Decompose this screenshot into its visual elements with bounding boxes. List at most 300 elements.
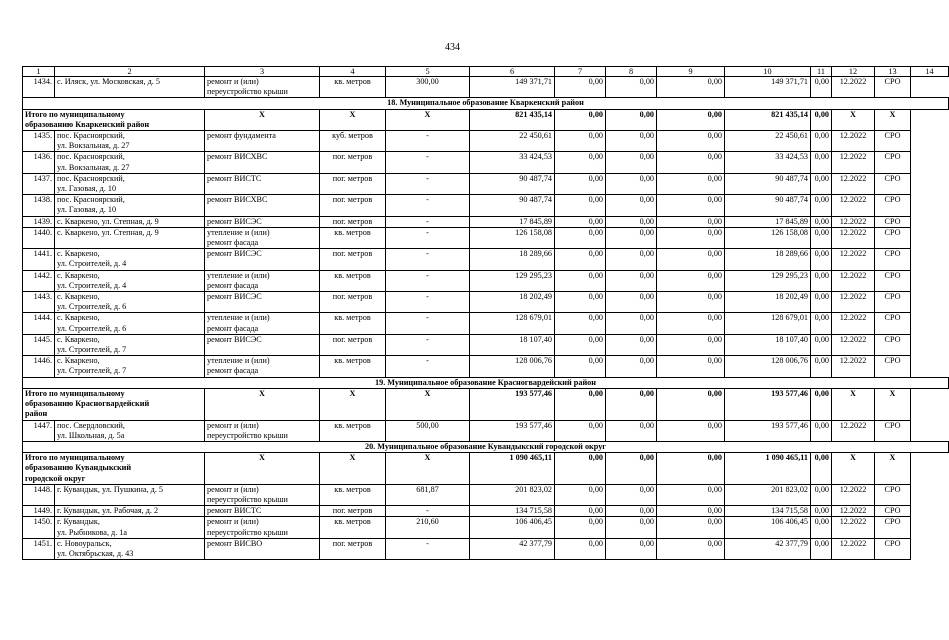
amount-cell: 17 845,89 bbox=[470, 216, 555, 227]
unit-cell: пог. метров bbox=[320, 334, 386, 355]
address-cell bbox=[55, 270, 205, 291]
table-row bbox=[23, 227, 949, 248]
address-cell-line: с. Кваркено, bbox=[57, 292, 100, 302]
amount-cell: 0,00 bbox=[811, 173, 832, 194]
work-type-cell-line: ремонт ВИСЭС bbox=[207, 334, 262, 344]
amount-cell: 0,00 bbox=[657, 453, 725, 485]
address-cell-line: ул. Строителей, д. 6 bbox=[57, 323, 127, 333]
row-number: 1447. bbox=[23, 420, 55, 441]
method-cell: X bbox=[875, 453, 911, 485]
address-cell bbox=[55, 173, 205, 194]
amount-cell: 0,00 bbox=[811, 216, 832, 227]
work-type-cell-line: утепление и (или) bbox=[207, 313, 270, 323]
amount-cell: 42 377,79 bbox=[470, 538, 555, 559]
amount-cell: 0,00 bbox=[811, 270, 832, 291]
amount-cell: 193 577,46 bbox=[725, 420, 811, 441]
method-cell: СРО bbox=[875, 131, 911, 152]
work-type-cell-line: переустройство крыши bbox=[207, 87, 288, 97]
method-cell: СРО bbox=[875, 292, 911, 313]
amount-cell: 0,00 bbox=[555, 270, 606, 291]
amount-cell: 193 577,46 bbox=[725, 388, 811, 420]
table-row bbox=[23, 292, 949, 313]
amount-cell: 201 823,02 bbox=[470, 484, 555, 505]
subtotal-row bbox=[23, 453, 949, 485]
unit-cell: пог. метров bbox=[320, 152, 386, 173]
amount-cell: 106 406,45 bbox=[470, 517, 555, 538]
address-cell-line: с. Кваркено, bbox=[57, 313, 100, 323]
method-cell: СРО bbox=[875, 517, 911, 538]
method-cell: СРО bbox=[875, 77, 911, 98]
amount-cell: 0,00 bbox=[555, 77, 606, 98]
subtotal-row bbox=[23, 388, 949, 420]
deadline-cell: 12.2022 bbox=[832, 484, 875, 505]
volume-cell: - bbox=[386, 356, 470, 377]
deadline-cell: X bbox=[832, 453, 875, 485]
amount-cell: 0,00 bbox=[555, 152, 606, 173]
table-row bbox=[23, 517, 949, 538]
work-type-cell-line: утепление и (или) bbox=[207, 356, 270, 366]
amount-cell: 33 424,53 bbox=[725, 152, 811, 173]
subtotal-label-line: образованию Кваркенский район bbox=[25, 119, 150, 129]
deadline-cell: 12.2022 bbox=[832, 420, 875, 441]
amount-cell: 0,00 bbox=[657, 292, 725, 313]
work-type-cell bbox=[205, 292, 320, 313]
address-cell-line: пос. Свердловский, bbox=[57, 420, 125, 430]
address-cell-line: с. Новоуральск, bbox=[57, 538, 112, 548]
row-number: 1437. bbox=[23, 173, 55, 194]
table-row bbox=[23, 249, 949, 270]
method-cell: СРО bbox=[875, 506, 911, 517]
work-type-cell-line: переустройство крыши bbox=[207, 527, 288, 537]
amount-cell: 0,00 bbox=[555, 292, 606, 313]
work-type-cell: X bbox=[205, 453, 320, 485]
section-header-row bbox=[23, 98, 949, 109]
deadline-cell: 12.2022 bbox=[832, 249, 875, 270]
address-cell-line: с. Иляск, ул. Московская, д. 5 bbox=[57, 77, 160, 86]
amount-cell: 128 679,01 bbox=[470, 313, 555, 334]
work-type-cell bbox=[205, 356, 320, 377]
deadline-cell: X bbox=[832, 109, 875, 130]
amount-cell: 128 006,76 bbox=[470, 356, 555, 377]
amount-cell: 0,00 bbox=[555, 195, 606, 216]
unit-cell: кв. метров bbox=[320, 77, 386, 98]
work-type-cell-line: ремонт фасада bbox=[207, 323, 259, 333]
amount-cell: 0,00 bbox=[657, 356, 725, 377]
method-cell: СРО bbox=[875, 173, 911, 194]
deadline-cell: 12.2022 bbox=[832, 173, 875, 194]
row-number: 1441. bbox=[23, 249, 55, 270]
amount-cell: 821 435,14 bbox=[725, 109, 811, 130]
amount-cell: 1 090 465,11 bbox=[725, 453, 811, 485]
amount-cell: 18 202,49 bbox=[725, 292, 811, 313]
table-row bbox=[23, 195, 949, 216]
address-cell bbox=[55, 292, 205, 313]
method-cell: СРО bbox=[875, 538, 911, 559]
table-row bbox=[23, 420, 949, 441]
amount-cell: 193 577,46 bbox=[470, 388, 555, 420]
amount-cell: 0,00 bbox=[555, 484, 606, 505]
amount-cell: 0,00 bbox=[657, 227, 725, 248]
subtotal-label-line: район bbox=[25, 409, 48, 419]
subtotal-label bbox=[23, 453, 205, 485]
unit-cell: пог. метров bbox=[320, 538, 386, 559]
table-row bbox=[23, 270, 949, 291]
work-type-cell-line: ремонт и (или) bbox=[207, 77, 259, 86]
row-number: 1449. bbox=[23, 506, 55, 517]
address-cell bbox=[55, 77, 205, 98]
volume-cell: X bbox=[386, 388, 470, 420]
section-title: 19. Муниципальное образование Красногвардейский район bbox=[23, 377, 949, 388]
amount-cell: 0,00 bbox=[811, 131, 832, 152]
unit-cell: кв. метров bbox=[320, 420, 386, 441]
work-type-cell-line: ремонт ВИСЭС bbox=[207, 216, 262, 226]
address-cell bbox=[55, 152, 205, 173]
table-row bbox=[23, 506, 949, 517]
section-header-row bbox=[23, 441, 949, 452]
table-row bbox=[23, 334, 949, 355]
amount-cell: 0,00 bbox=[811, 313, 832, 334]
address-cell-line: с. Кваркено, bbox=[57, 356, 100, 366]
column-number: 11 bbox=[811, 67, 832, 77]
address-cell-line: с. Кваркено, bbox=[57, 270, 100, 280]
amount-cell: 0,00 bbox=[555, 506, 606, 517]
amount-cell: 0,00 bbox=[555, 227, 606, 248]
table-row bbox=[23, 484, 949, 505]
deadline-cell: 12.2022 bbox=[832, 313, 875, 334]
section-title: 18. Муниципальное образование Кваркенский район bbox=[23, 98, 949, 109]
section-header-row bbox=[23, 377, 949, 388]
volume-cell: X bbox=[386, 109, 470, 130]
amount-cell: 0,00 bbox=[811, 152, 832, 173]
amount-cell: 18 202,49 bbox=[470, 292, 555, 313]
address-cell bbox=[55, 538, 205, 559]
amount-cell: 0,00 bbox=[555, 538, 606, 559]
amount-cell: 0,00 bbox=[657, 173, 725, 194]
volume-cell: - bbox=[386, 216, 470, 227]
row-number: 1446. bbox=[23, 356, 55, 377]
amount-cell: 149 371,71 bbox=[725, 77, 811, 98]
column-number: 1 bbox=[23, 67, 55, 77]
address-cell bbox=[55, 506, 205, 517]
amount-cell: 0,00 bbox=[606, 356, 657, 377]
volume-cell: - bbox=[386, 506, 470, 517]
amount-cell: 0,00 bbox=[606, 173, 657, 194]
amount-cell: 22 450,61 bbox=[725, 131, 811, 152]
amount-cell: 134 715,58 bbox=[470, 506, 555, 517]
table-row bbox=[23, 152, 949, 173]
amount-cell: 0,00 bbox=[811, 227, 832, 248]
volume-cell: - bbox=[386, 313, 470, 334]
work-type-cell-line: ремонт ВИСВО bbox=[207, 538, 263, 548]
address-cell bbox=[55, 216, 205, 227]
amount-cell: 0,00 bbox=[811, 334, 832, 355]
deadline-cell: 12.2022 bbox=[832, 356, 875, 377]
capital-repair-table bbox=[22, 66, 949, 560]
row-number: 1438. bbox=[23, 195, 55, 216]
amount-cell: 0,00 bbox=[606, 292, 657, 313]
amount-cell: 0,00 bbox=[811, 538, 832, 559]
amount-cell: 0,00 bbox=[811, 506, 832, 517]
deadline-cell: 12.2022 bbox=[832, 517, 875, 538]
deadline-cell: 12.2022 bbox=[832, 334, 875, 355]
amount-cell: 0,00 bbox=[555, 517, 606, 538]
table-row bbox=[23, 216, 949, 227]
deadline-cell: X bbox=[832, 388, 875, 420]
address-cell-line: с. Кваркено, ул. Степная, д. 9 bbox=[57, 227, 159, 237]
amount-cell: 0,00 bbox=[657, 109, 725, 130]
page-number: 434 bbox=[445, 42, 460, 53]
amount-cell: 821 435,14 bbox=[470, 109, 555, 130]
amount-cell: 0,00 bbox=[657, 420, 725, 441]
method-cell: СРО bbox=[875, 152, 911, 173]
amount-cell: 0,00 bbox=[606, 216, 657, 227]
amount-cell: 18 107,40 bbox=[470, 334, 555, 355]
amount-cell: 0,00 bbox=[606, 109, 657, 130]
amount-cell: 0,00 bbox=[657, 388, 725, 420]
deadline-cell: 12.2022 bbox=[832, 77, 875, 98]
work-type-cell bbox=[205, 131, 320, 152]
unit-cell: пог. метров bbox=[320, 216, 386, 227]
amount-cell: 0,00 bbox=[657, 249, 725, 270]
deadline-cell: 12.2022 bbox=[832, 506, 875, 517]
column-number: 7 bbox=[555, 67, 606, 77]
deadline-cell: 12.2022 bbox=[832, 195, 875, 216]
address-cell-line: пос. Красноярский, bbox=[57, 131, 125, 141]
address-cell bbox=[55, 484, 205, 505]
deadline-cell: 12.2022 bbox=[832, 227, 875, 248]
amount-cell: 149 371,71 bbox=[470, 77, 555, 98]
method-cell: СРО bbox=[875, 249, 911, 270]
subtotal-label bbox=[23, 388, 205, 420]
work-type-cell-line: ремонт фасада bbox=[207, 280, 259, 290]
amount-cell: 0,00 bbox=[657, 216, 725, 227]
amount-cell: 0,00 bbox=[606, 270, 657, 291]
column-number: 14 bbox=[911, 67, 949, 77]
work-type-cell bbox=[205, 152, 320, 173]
column-number: 2 bbox=[55, 67, 205, 77]
amount-cell: 0,00 bbox=[811, 517, 832, 538]
amount-cell: 126 158,08 bbox=[470, 227, 555, 248]
volume-cell: 300,00 bbox=[386, 77, 470, 98]
amount-cell: 0,00 bbox=[811, 356, 832, 377]
amount-cell: 42 377,79 bbox=[725, 538, 811, 559]
subtotal-label-line: образованию Кувандыкский bbox=[25, 463, 132, 473]
work-type-cell bbox=[205, 506, 320, 517]
address-cell-line: ул. Октябрьская, д. 43 bbox=[57, 548, 134, 558]
amount-cell: 106 406,45 bbox=[725, 517, 811, 538]
address-cell-line: пос. Красноярский, bbox=[57, 173, 125, 183]
amount-cell: 0,00 bbox=[606, 506, 657, 517]
amount-cell: 0,00 bbox=[811, 77, 832, 98]
volume-cell: 500,00 bbox=[386, 420, 470, 441]
address-cell bbox=[55, 227, 205, 248]
address-cell bbox=[55, 313, 205, 334]
column-number-row bbox=[23, 67, 949, 77]
volume-cell: - bbox=[386, 152, 470, 173]
amount-cell: 0,00 bbox=[811, 388, 832, 420]
volume-cell: - bbox=[386, 195, 470, 216]
subtotal-label-line: Итого по муниципальному bbox=[25, 388, 125, 398]
amount-cell: 0,00 bbox=[555, 109, 606, 130]
volume-cell: - bbox=[386, 292, 470, 313]
subtotal-label bbox=[23, 109, 205, 130]
table-row bbox=[23, 356, 949, 377]
method-cell: СРО bbox=[875, 227, 911, 248]
work-type-cell-line: ремонт ВИСХВС bbox=[207, 152, 268, 162]
amount-cell: 0,00 bbox=[555, 216, 606, 227]
method-cell: X bbox=[875, 109, 911, 130]
unit-cell: кв. метров bbox=[320, 484, 386, 505]
amount-cell: 0,00 bbox=[657, 77, 725, 98]
unit-cell: пог. метров bbox=[320, 292, 386, 313]
amount-cell: 18 289,66 bbox=[725, 249, 811, 270]
amount-cell: 0,00 bbox=[606, 77, 657, 98]
column-number: 8 bbox=[606, 67, 657, 77]
amount-cell: 0,00 bbox=[811, 484, 832, 505]
subtotal-label-line: Итого по муниципальному bbox=[25, 109, 125, 119]
address-cell bbox=[55, 249, 205, 270]
amount-cell: 0,00 bbox=[606, 453, 657, 485]
row-number: 1439. bbox=[23, 216, 55, 227]
subtotal-row bbox=[23, 109, 949, 130]
work-type-cell bbox=[205, 173, 320, 194]
row-number: 1451. bbox=[23, 538, 55, 559]
work-type-cell bbox=[205, 249, 320, 270]
deadline-cell: 12.2022 bbox=[832, 216, 875, 227]
unit-cell: пог. метров bbox=[320, 506, 386, 517]
unit-cell: кв. метров bbox=[320, 227, 386, 248]
amount-cell: 0,00 bbox=[657, 538, 725, 559]
amount-cell: 0,00 bbox=[657, 313, 725, 334]
amount-cell: 0,00 bbox=[606, 313, 657, 334]
amount-cell: 0,00 bbox=[606, 517, 657, 538]
address-cell-line: г. Кувандык, ул. Пушкина, д. 5 bbox=[57, 484, 164, 494]
work-type-cell-line: ремонт и (или) bbox=[207, 517, 259, 527]
address-cell-line: ул. Строителей, д. 4 bbox=[57, 259, 127, 269]
table-row bbox=[23, 173, 949, 194]
method-cell: СРО bbox=[875, 484, 911, 505]
work-type-cell-line: ремонт фасада bbox=[207, 238, 259, 248]
amount-cell: 0,00 bbox=[657, 484, 725, 505]
amount-cell: 0,00 bbox=[657, 334, 725, 355]
work-type-cell-line: переустройство крыши bbox=[207, 494, 288, 504]
amount-cell: 0,00 bbox=[606, 227, 657, 248]
work-type-cell-line: ремонт ВИСЭС bbox=[207, 292, 262, 302]
row-number: 1442. bbox=[23, 270, 55, 291]
amount-cell: 0,00 bbox=[606, 334, 657, 355]
table-row bbox=[23, 77, 949, 98]
amount-cell: 0,00 bbox=[555, 388, 606, 420]
address-cell-line: ул. Газовая, д. 10 bbox=[57, 184, 117, 194]
amount-cell: 0,00 bbox=[606, 484, 657, 505]
address-cell bbox=[55, 356, 205, 377]
unit-cell: пог. метров bbox=[320, 195, 386, 216]
amount-cell: 17 845,89 bbox=[725, 216, 811, 227]
table-row bbox=[23, 538, 949, 559]
work-type-cell-line: ремонт ВИСТС bbox=[207, 173, 262, 183]
address-cell bbox=[55, 131, 205, 152]
amount-cell: 18 107,40 bbox=[725, 334, 811, 355]
amount-cell: 0,00 bbox=[811, 420, 832, 441]
work-type-cell-line: ремонт и (или) bbox=[207, 420, 259, 430]
work-type-cell-line: ремонт фасада bbox=[207, 366, 259, 376]
address-cell-line: с. Кваркено, bbox=[57, 334, 100, 344]
method-cell: СРО bbox=[875, 420, 911, 441]
amount-cell: 90 487,74 bbox=[470, 173, 555, 194]
table-row bbox=[23, 131, 949, 152]
work-type-cell-line: утепление и (или) bbox=[207, 227, 270, 237]
amount-cell: 0,00 bbox=[555, 131, 606, 152]
amount-cell: 0,00 bbox=[606, 249, 657, 270]
address-cell bbox=[55, 195, 205, 216]
work-type-cell-line: ремонт ВИСТС bbox=[207, 506, 262, 516]
amount-cell: 1 090 465,11 bbox=[470, 453, 555, 485]
method-cell: СРО bbox=[875, 270, 911, 291]
amount-cell: 18 289,66 bbox=[470, 249, 555, 270]
amount-cell: 0,00 bbox=[606, 420, 657, 441]
work-type-cell bbox=[205, 216, 320, 227]
work-type-cell: X bbox=[205, 388, 320, 420]
deadline-cell: 12.2022 bbox=[832, 131, 875, 152]
work-type-cell-line: ремонт ВИСХВС bbox=[207, 195, 268, 205]
amount-cell: 0,00 bbox=[811, 453, 832, 485]
unit-cell: кв. метров bbox=[320, 313, 386, 334]
address-cell-line: ул. Строителей, д. 6 bbox=[57, 302, 127, 312]
unit-cell: кв. метров bbox=[320, 270, 386, 291]
work-type-cell bbox=[205, 313, 320, 334]
deadline-cell: 12.2022 bbox=[832, 152, 875, 173]
amount-cell: 129 295,23 bbox=[470, 270, 555, 291]
work-type-cell: X bbox=[205, 109, 320, 130]
amount-cell: 0,00 bbox=[657, 195, 725, 216]
address-cell bbox=[55, 420, 205, 441]
amount-cell: 0,00 bbox=[657, 506, 725, 517]
subtotal-label-line: образованию Красногвардейский bbox=[25, 399, 150, 409]
column-number: 4 bbox=[320, 67, 386, 77]
address-cell-line: с. Кваркено, ул. Степная, д. 9 bbox=[57, 216, 159, 226]
address-cell-line: ул. Строителей, д. 7 bbox=[57, 366, 127, 376]
unit-cell: кв. метров bbox=[320, 517, 386, 538]
row-number: 1445. bbox=[23, 334, 55, 355]
volume-cell: X bbox=[386, 453, 470, 485]
amount-cell: 134 715,58 bbox=[725, 506, 811, 517]
amount-cell: 90 487,74 bbox=[470, 195, 555, 216]
work-type-cell bbox=[205, 517, 320, 538]
method-cell: СРО bbox=[875, 313, 911, 334]
amount-cell: 0,00 bbox=[657, 517, 725, 538]
column-number: 5 bbox=[386, 67, 470, 77]
column-number: 12 bbox=[832, 67, 875, 77]
row-number: 1436. bbox=[23, 152, 55, 173]
work-type-cell-line: переустройство крыши bbox=[207, 430, 288, 440]
address-cell-line: ул. Рыбникова, д. 1а bbox=[57, 527, 128, 537]
amount-cell: 128 006,76 bbox=[725, 356, 811, 377]
volume-cell: 681,87 bbox=[386, 484, 470, 505]
amount-cell: 0,00 bbox=[606, 195, 657, 216]
address-cell bbox=[55, 334, 205, 355]
amount-cell: 201 823,02 bbox=[725, 484, 811, 505]
volume-cell: - bbox=[386, 538, 470, 559]
address-cell-line: ул. Строителей, д. 7 bbox=[57, 345, 127, 355]
address-cell-line: ул. Вокзальная, д. 27 bbox=[57, 162, 130, 172]
work-type-cell-line: ремонт и (или) bbox=[207, 484, 259, 494]
address-cell-line: с. Кваркено, bbox=[57, 249, 100, 259]
method-cell: СРО bbox=[875, 195, 911, 216]
address-cell-line: г. Кувандык, bbox=[57, 517, 100, 527]
deadline-cell: 12.2022 bbox=[832, 538, 875, 559]
column-number: 10 bbox=[725, 67, 811, 77]
work-type-cell bbox=[205, 420, 320, 441]
